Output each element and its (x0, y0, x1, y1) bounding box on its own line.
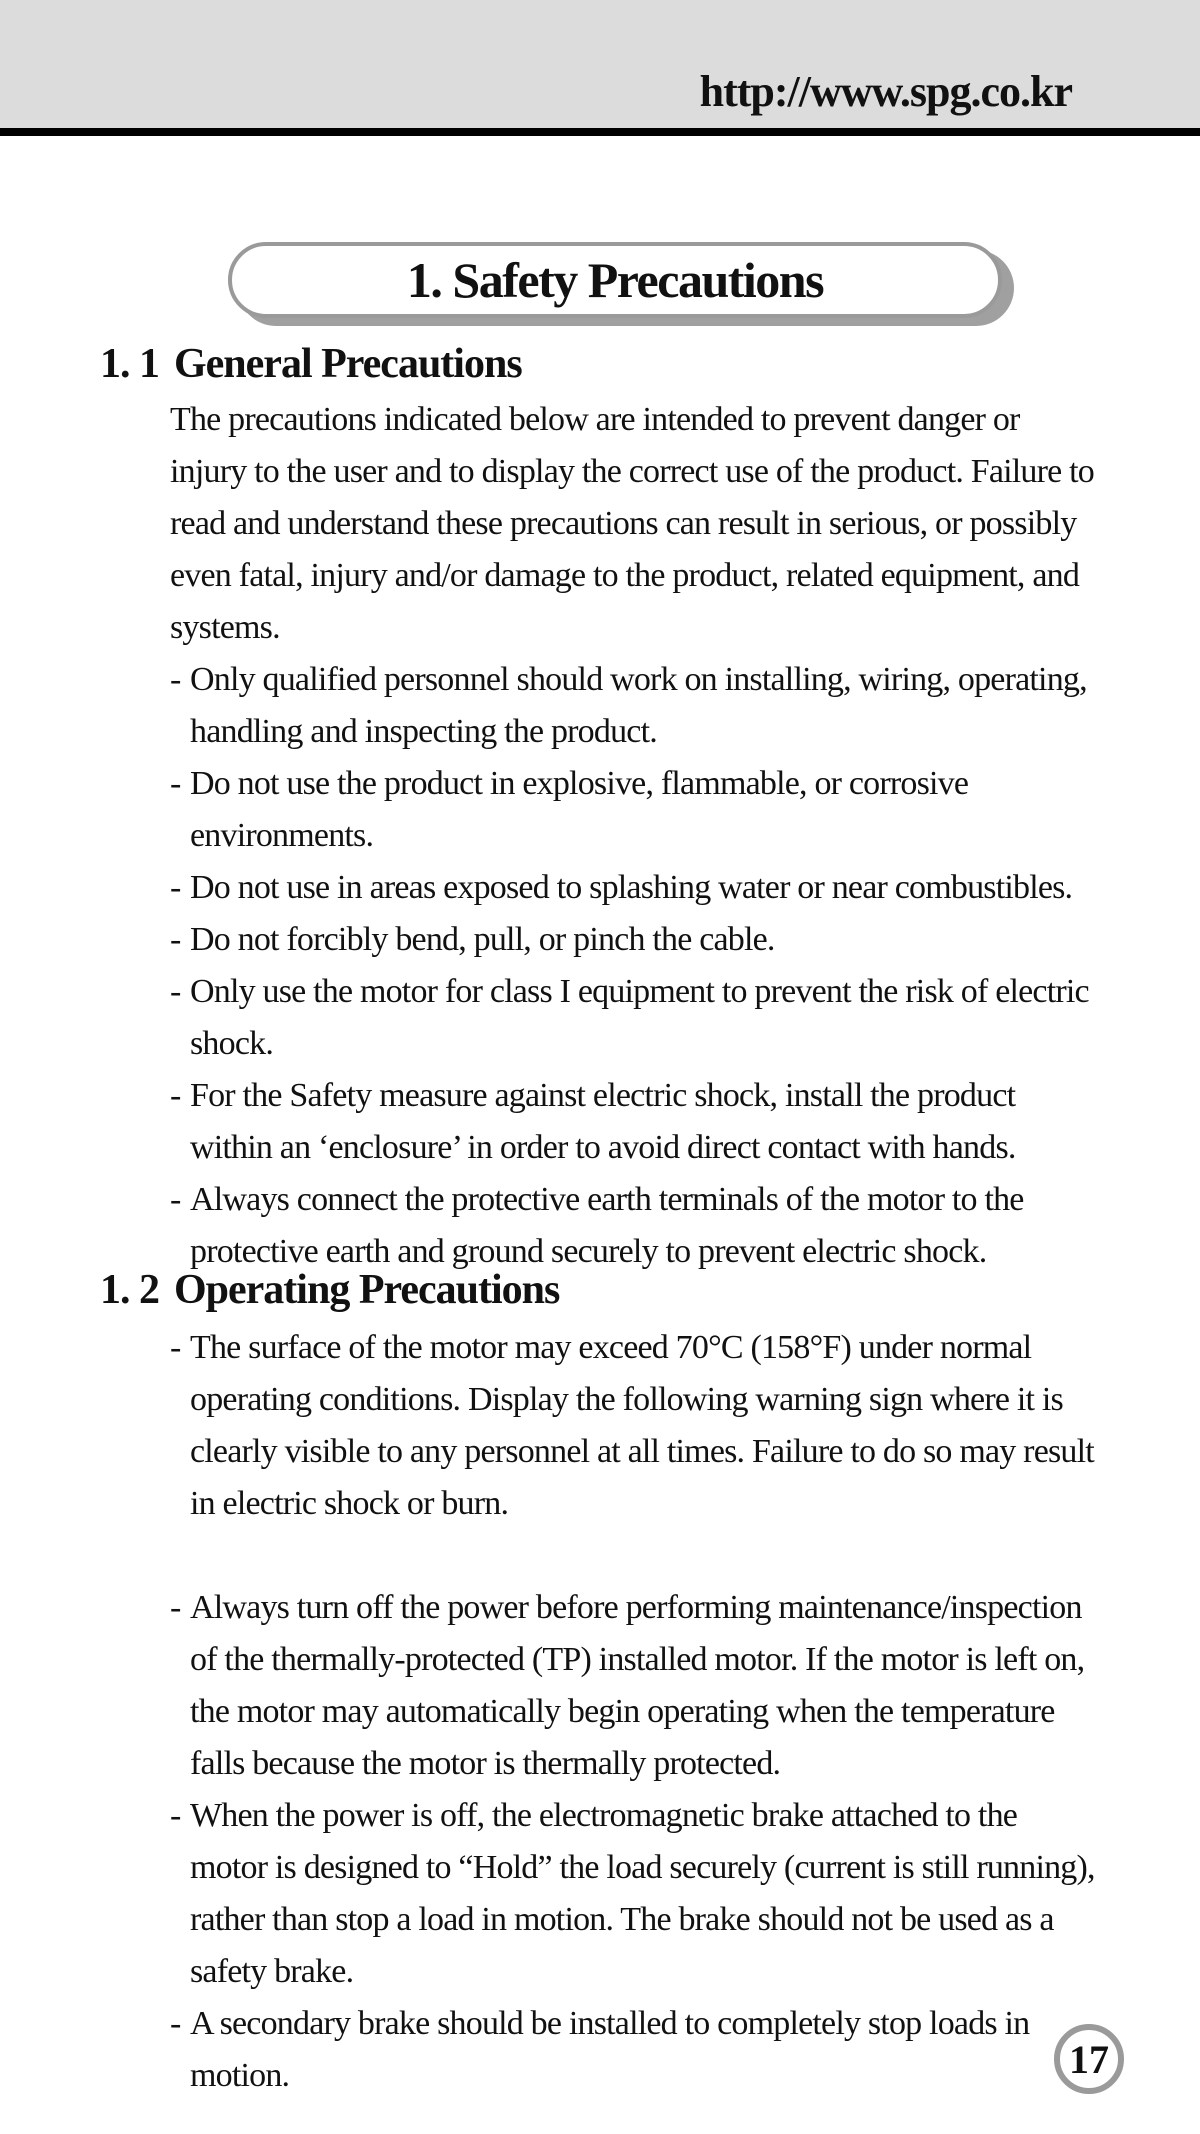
section-title: Operating Precautions (174, 1267, 560, 1313)
section-heading-operating (100, 1266, 559, 1314)
section-title: General Precautions (174, 341, 522, 387)
header-url[interactable]: http://www.spg.co.kr (699, 67, 1072, 116)
title-box (228, 242, 1002, 318)
list-item: - Only qualified personnel should work on installing, wiring, operating, handling and inspecting the product. (170, 661, 1087, 750)
list-item: - Always connect the protective earth terminals of the motor to the protective earth and ground securely to prevent electric shock. (170, 1181, 1024, 1270)
page-title: 1. Safety Precautions (406, 252, 824, 308)
header-rule (0, 128, 1200, 136)
section-number: 1. 1 (100, 341, 159, 387)
operating-precautions-list-b (170, 1582, 1100, 2102)
general-precautions-list (170, 654, 1100, 1278)
list-item: - Only use the motor for class I equipment to prevent the risk of electric shock. (170, 973, 1089, 1062)
list-item: - Do not use the product in explosive, flammable, or corrosive environments. (170, 765, 969, 854)
list-item: - A secondary brake should be installed to completely stop loads in motion. (170, 2005, 1030, 2094)
operating-precautions-list-a (170, 1322, 1100, 1530)
list-item: - Do not forcibly bend, pull, or pinch the cable. (170, 921, 775, 958)
intro-paragraph: The precautions indicated below are intended to prevent danger or injury to the user and to display the correct use of the product. Failure to read and understand these precautions can result in serious, or possibly even fatal, injury and/or damage to the product, related equipment, and systems. (170, 401, 1094, 646)
list-item: - Always turn off the power before performing maintenance/inspection of the thermally-protected (TP) installed motor. If the motor is left on, the motor may automatically begin operating when the temperature falls because the motor is thermally protected. (170, 1589, 1085, 1782)
list-item: - The surface of the motor may exceed 70°C (158°F) under normal operating conditions. Display the following warning sign where it is clearly visible to any personnel at all times. Failure to do so may result in electric shock or burn. (170, 1329, 1094, 1522)
section-number: 1. 2 (100, 1267, 159, 1313)
list-item: - When the power is off, the electromagnetic brake attached to the motor is designed to “Hold” the load securely (current is still running), rather than stop a load in motion. The brake should not be used as a safety brake. (170, 1797, 1095, 1990)
general-intro (170, 394, 1100, 654)
list-item: - Do not use in areas exposed to splashing water or near combustibles. (170, 869, 1073, 906)
section-heading-general (100, 340, 522, 388)
list-item: - For the Safety measure against electric shock, install the product within an ‘enclosure’ in order to avoid direct contact with hands. (170, 1077, 1016, 1166)
page-number: 17 (1054, 2024, 1124, 2094)
